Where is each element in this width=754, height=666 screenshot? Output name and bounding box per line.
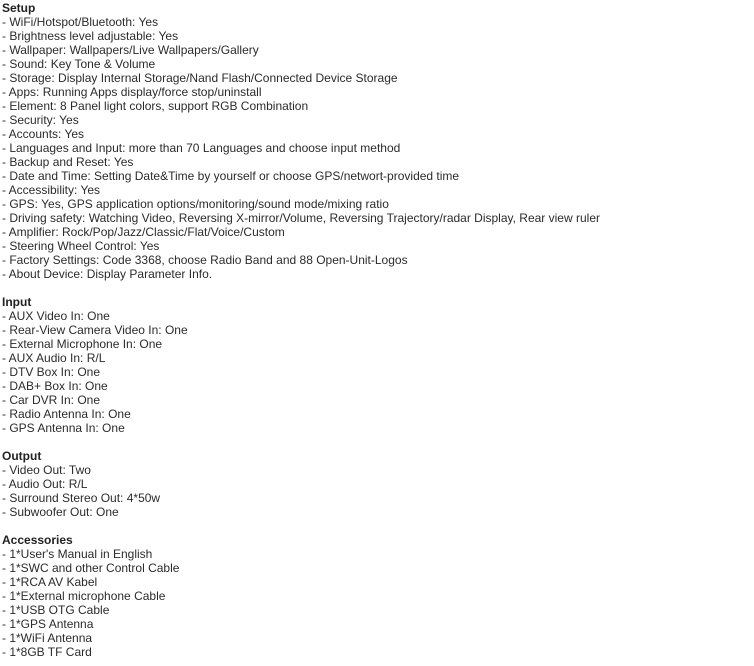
spec-line: - Car DVR In: One xyxy=(2,393,101,407)
section-title-accessories: Accessories xyxy=(2,533,73,547)
spec-line: - Driving safety: Watching Video, Reversing X-mirror/Volume, Reversing Trajectory/radar Display, Rear view ruler xyxy=(2,211,600,225)
spec-line: - Accounts: Yes xyxy=(2,127,85,141)
section-title-setup: Setup xyxy=(2,1,36,15)
spec-line: - 1*External microphone Cable xyxy=(2,589,166,603)
spec-line: - Storage: Display Internal Storage/Nand Flash/Connected Device Storage xyxy=(2,71,398,85)
spec-line: - Sound: Key Tone & Volume xyxy=(2,57,156,71)
spec-line: - Accessibility: Yes xyxy=(2,183,101,197)
spec-line: - Factory Settings: Code 3368, choose Radio Band and 88 Open-Unit-Logos xyxy=(2,253,408,267)
spec-line: - Wallpaper: Wallpapers/Live Wallpapers/Gallery xyxy=(2,43,259,57)
spec-line: - Brightness level adjustable: Yes xyxy=(2,29,179,43)
spec-line: - Steering Wheel Control: Yes xyxy=(2,239,160,253)
spec-line: - Apps: Running Apps display/force stop/uninstall xyxy=(2,85,262,99)
spec-document xyxy=(2,1,600,659)
spec-line: - Radio Antenna In: One xyxy=(2,407,131,421)
spec-line: - Surround Stereo Out: 4*50w xyxy=(2,491,161,505)
spec-line: - Element: 8 Panel light colors, support RGB Combination xyxy=(2,99,309,113)
spec-line: - Audio Out: R/L xyxy=(2,477,88,491)
spec-line: - Languages and Input: more than 70 Languages and choose input method xyxy=(2,141,401,155)
section-input xyxy=(2,295,600,435)
spec-line: - External Microphone In: One xyxy=(2,337,163,351)
spec-line: - GPS Antenna In: One xyxy=(2,421,125,435)
spec-line: - WiFi/Hotspot/Bluetooth: Yes xyxy=(2,15,159,29)
spec-line: - Rear-View Camera Video In: One xyxy=(2,323,188,337)
spec-line: - About Device: Display Parameter Info. xyxy=(2,267,213,281)
spec-line: - 1*WiFi Antenna xyxy=(2,631,93,645)
spec-line: - Amplifier: Rock/Pop/Jazz/Classic/Flat/Voice/Custom xyxy=(2,225,285,239)
section-accessories xyxy=(2,533,600,659)
spec-line: - DTV Box In: One xyxy=(2,365,101,379)
spec-line: - Subwoofer Out: One xyxy=(2,505,119,519)
spec-line: - 1*USB OTG Cable xyxy=(2,603,110,617)
spec-line: - DAB+ Box In: One xyxy=(2,379,108,393)
spec-line: - GPS: Yes, GPS application options/monitoring/sound mode/mixing ratio xyxy=(2,197,389,211)
section-output xyxy=(2,449,600,519)
spec-line: - Date and Time: Setting Date&Time by yourself or choose GPS/networt-provided time xyxy=(2,169,460,183)
section-title-input: Input xyxy=(2,295,32,309)
spec-line: - Security: Yes xyxy=(2,113,79,127)
spec-line: - Backup and Reset: Yes xyxy=(2,155,134,169)
spec-line: - 1*User's Manual in English xyxy=(2,547,153,561)
spec-line: - 1*8GB TF Card xyxy=(2,645,92,659)
spec-line: - 1*GPS Antenna xyxy=(2,617,94,631)
section-setup xyxy=(2,1,600,281)
section-title-output: Output xyxy=(2,449,42,463)
spec-line: - 1*SWC and other Control Cable xyxy=(2,561,180,575)
spec-line: - Video Out: Two xyxy=(2,463,91,477)
spec-line: - 1*RCA AV Kabel xyxy=(2,575,98,589)
spec-line: - AUX Audio In: R/L xyxy=(2,351,106,365)
spec-line: - AUX Video In: One xyxy=(2,309,110,323)
